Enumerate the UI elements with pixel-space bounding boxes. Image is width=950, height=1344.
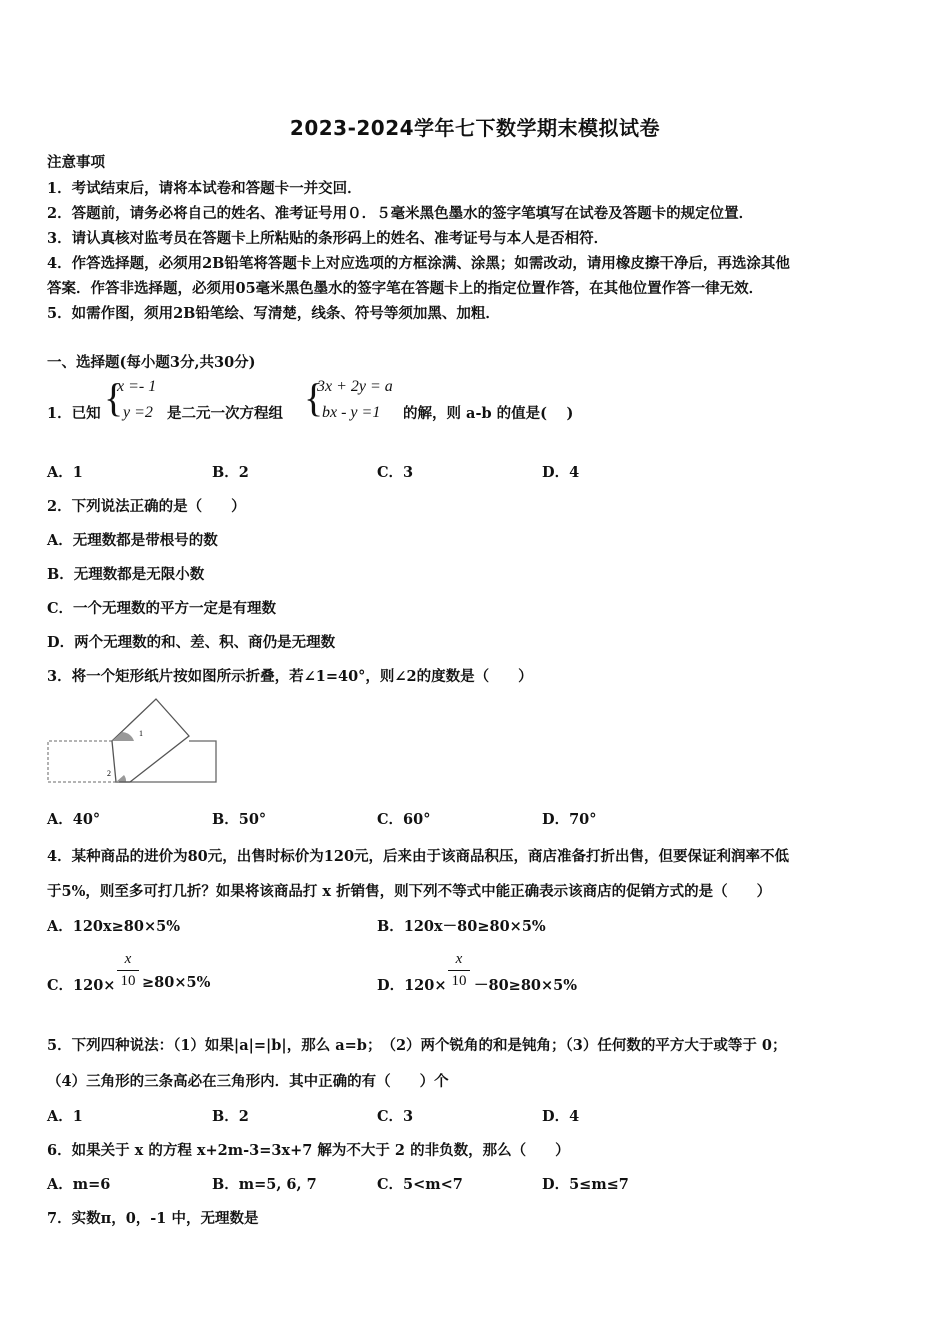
q5-stem-line1: 5．下列四种说法：（1）如果|a|=|b|，那么 a=b； （2）两个锐角的和是钝角；（3）任何数的平方大于或等于 0； bbox=[47, 1037, 787, 1054]
left-brace-icon: { bbox=[304, 375, 324, 420]
q2-option: B．无理数都是无限小数 bbox=[47, 566, 205, 583]
fraction-numerator: x bbox=[455, 951, 463, 967]
notice-item: 5．如需作图，须用2B铅笔绘、写清楚，线条、符号等须加黑、加粗． bbox=[47, 305, 500, 322]
notice-heading: 注意事项 bbox=[47, 154, 105, 171]
q3-option: A．40° bbox=[47, 811, 101, 828]
q1-option: D．4 bbox=[542, 464, 580, 481]
q1-sol-y: y =2 bbox=[123, 404, 153, 421]
q4-fraction bbox=[448, 951, 470, 990]
q4-stem-line2: 于5%，则至多可打几折？如果将该商品打 x 折销售，则下列不等式中能正确表示该商店的促销方式的是（ ） bbox=[47, 883, 772, 900]
q4-stem-line1: 4．某种商品的进价为80元，出售时标价为120元，后来由于该商品积压，商店准备打折出售，但要保证利润率不低 bbox=[47, 848, 790, 865]
fraction-denominator: 10 bbox=[451, 973, 467, 989]
q2-option: D．两个无理数的和、差、积、商仍是无理数 bbox=[47, 634, 336, 651]
q1-option: C．3 bbox=[377, 464, 414, 481]
page-title: 2023-2024学年七下数学期末模拟试卷 bbox=[289, 116, 661, 140]
q6-option: A．m=6 bbox=[47, 1176, 111, 1193]
q6-option: D．5≤m≤7 bbox=[542, 1176, 629, 1193]
q1-middle: 是二元一次方程组 bbox=[167, 405, 283, 422]
q3-option: C．60° bbox=[377, 811, 431, 828]
q1-prefix: 1．已知 bbox=[47, 405, 101, 422]
q5-option: D．4 bbox=[542, 1108, 580, 1125]
q3-stem: 3．将一个矩形纸片按如图所示折叠，若∠1=40°，则∠2的度数是（ ） bbox=[47, 668, 533, 685]
fraction-numerator: x bbox=[124, 951, 132, 967]
q4-option-d-prefix: D．120× bbox=[377, 977, 447, 994]
q2-stem: 2．下列说法正确的是（ ） bbox=[47, 498, 246, 515]
q5-option: B．2 bbox=[212, 1108, 249, 1125]
fraction-denominator: 10 bbox=[120, 973, 136, 989]
q1-option: A．1 bbox=[47, 464, 83, 481]
folded-rectangle-figure bbox=[44, 694, 224, 786]
q4-option-d-suffix: －80≥80×5% bbox=[474, 977, 578, 994]
q4-option-a: A．120x≥80×5% bbox=[47, 918, 181, 935]
angle-2-label: 2 bbox=[107, 769, 111, 778]
q4-fraction bbox=[117, 951, 139, 990]
q1-suffix: 的解，则 a-b 的值是( ) bbox=[403, 405, 574, 422]
q4-option-c-suffix: ≥80×5% bbox=[142, 974, 211, 991]
q1-eq2: bx - y =1 bbox=[322, 404, 381, 421]
q5-option: C．3 bbox=[377, 1108, 414, 1125]
q3-option: B．50° bbox=[212, 811, 267, 828]
q1-sol-x: x =- 1 bbox=[117, 378, 157, 395]
q1-option: B．2 bbox=[212, 464, 249, 481]
q6-option: C．5<m<7 bbox=[377, 1176, 463, 1193]
notice-item: 1．考试结束后，请将本试卷和答题卡一并交回． bbox=[47, 180, 362, 197]
left-brace-icon: { bbox=[104, 375, 124, 420]
q2-option: A．无理数都是带根号的数 bbox=[47, 532, 218, 549]
angle-1-label: 1 bbox=[139, 729, 143, 738]
notice-item: 4．作答选择题，必须用2B铅笔将答题卡上对应选项的方框涂满、涂黑；如需改动，请用橡皮擦干净后，再选涂其他 bbox=[47, 255, 790, 272]
q2-option: C．一个无理数的平方一定是有理数 bbox=[47, 600, 277, 617]
q5-option: A．1 bbox=[47, 1108, 83, 1125]
q5-stem-line2: （4）三角形的三条高必在三角形内．其中正确的有（ ）个 bbox=[47, 1073, 449, 1090]
notice-item: 答案．作答非选择题，必须用05毫米黑色墨水的签字笔在答题卡上的指定位置作答，在其他位置作答一律无效． bbox=[47, 280, 764, 297]
q4-option-c-prefix: C．120× bbox=[47, 977, 116, 994]
q4-option-b: B．120x－80≥80×5% bbox=[377, 918, 546, 935]
q1-eq1: 3x + 2y = a bbox=[317, 378, 393, 395]
q6-stem: 6．如果关于 x 的方程 x+2m-3=3x+7 解为不大于 2 的非负数，那么（ ） bbox=[47, 1142, 570, 1159]
q3-option: D．70° bbox=[542, 811, 597, 828]
q6-option: B．m=5, 6, 7 bbox=[212, 1176, 317, 1193]
notice-item: 3．请认真核对监考员在答题卡上所粘贴的条形码上的姓名、准考证号与本人是否相符． bbox=[47, 230, 609, 247]
notice-item: 2．答题前，请务必将自己的姓名、准考证号用０．５毫米黑色墨水的签字笔填写在试卷及答题卡的规定位置． bbox=[47, 205, 754, 222]
section-heading: 一、选择题(每小题3分,共30分) bbox=[47, 354, 256, 371]
q7-stem: 7．实数π，0，-1 中，无理数是 bbox=[47, 1210, 259, 1227]
